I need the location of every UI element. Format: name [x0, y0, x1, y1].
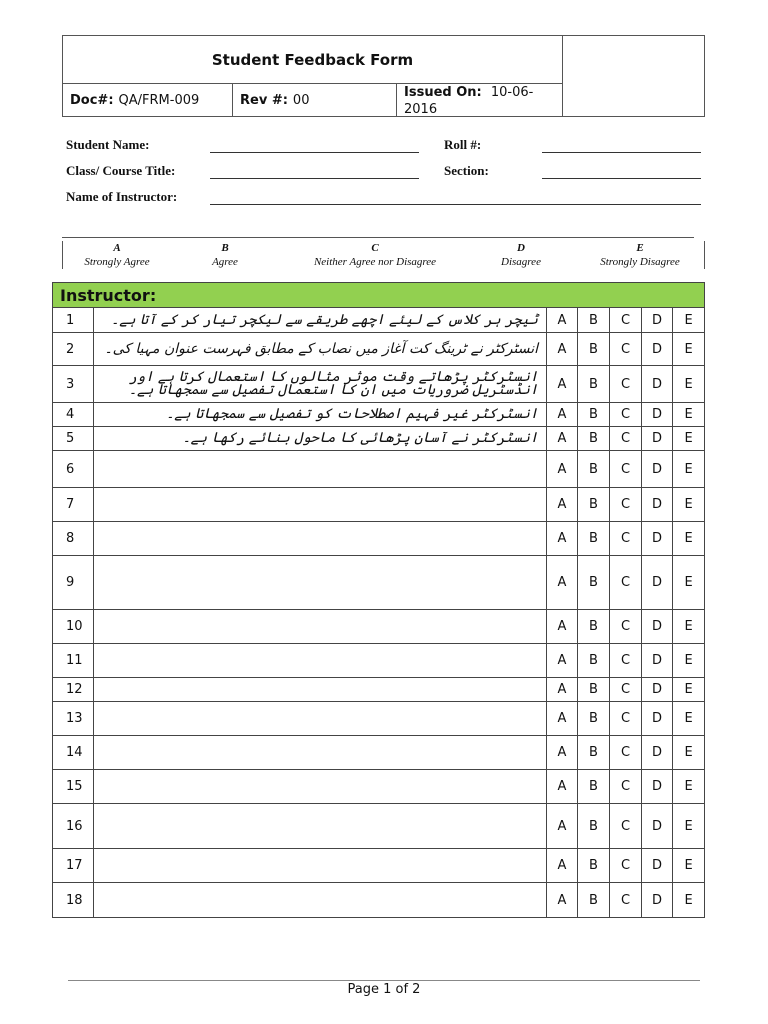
option-c[interactable]: C: [610, 488, 642, 522]
option-b[interactable]: B: [578, 610, 610, 644]
option-d[interactable]: D: [642, 333, 673, 366]
option-d[interactable]: D: [642, 736, 673, 770]
option-c[interactable]: C: [610, 308, 642, 333]
statement-text: انسٹرکٹر غیر فہیم اصطلاحات کو تفصیل سے سمجھاتا ہے۔: [94, 403, 547, 427]
option-a[interactable]: A: [547, 488, 578, 522]
option-a[interactable]: A: [547, 804, 578, 849]
row-number: 2: [53, 333, 94, 366]
option-d[interactable]: D: [642, 883, 673, 918]
statement-text: [94, 451, 547, 488]
option-c[interactable]: C: [610, 556, 642, 610]
issued-label: Issued On:: [404, 85, 482, 100]
feedback-table: [52, 282, 705, 918]
option-c[interactable]: C: [610, 522, 642, 556]
option-e[interactable]: E: [673, 333, 705, 366]
option-c[interactable]: C: [610, 804, 642, 849]
table-row: [53, 333, 705, 366]
option-b[interactable]: B: [578, 488, 610, 522]
table-row: [53, 556, 705, 610]
option-b[interactable]: B: [578, 451, 610, 488]
option-c[interactable]: C: [610, 403, 642, 427]
option-d[interactable]: D: [642, 804, 673, 849]
option-c[interactable]: C: [610, 883, 642, 918]
scale-a: [62, 241, 172, 269]
roll-number-field[interactable]: [542, 152, 701, 153]
doc-number-value: QA/FRM-009: [118, 92, 200, 108]
option-a[interactable]: A: [547, 736, 578, 770]
row-number: 3: [53, 366, 94, 403]
row-number: 7: [53, 488, 94, 522]
option-b[interactable]: B: [578, 804, 610, 849]
option-a[interactable]: A: [547, 333, 578, 366]
statement-text: [94, 883, 547, 918]
statement-text: ٹیچر ہر کلاس کے لیئے اچھے طریقے سے لیکچر تیار کر کے آتا ہے۔: [94, 308, 547, 333]
scale-a-text: Strongly Agree: [84, 256, 150, 268]
option-e[interactable]: E: [673, 366, 705, 403]
option-b[interactable]: B: [578, 736, 610, 770]
logo-area: [563, 36, 704, 116]
row-number: 4: [53, 403, 94, 427]
option-d[interactable]: D: [642, 610, 673, 644]
statement-text: انسٹرکٹر نے ٹرینگ کت آغاز میں نصاب کے مطابق فہرست عنوان مہیا کی۔: [94, 333, 547, 366]
option-b[interactable]: B: [578, 556, 610, 610]
page-number: Page 1 of 2: [347, 982, 421, 997]
row-number: 5: [53, 427, 94, 451]
option-a[interactable]: A: [547, 678, 578, 702]
option-b[interactable]: B: [578, 522, 610, 556]
option-a[interactable]: A: [547, 451, 578, 488]
scale-d-text: Disagree: [501, 256, 541, 268]
statement-text: [94, 644, 547, 678]
scale-d-key: D: [517, 242, 525, 254]
table-row: [53, 644, 705, 678]
option-c[interactable]: C: [610, 849, 642, 883]
statement-text: انسٹرکٹر نے آسان پڑھائی کا ماحول بنائے رکھا ہے۔: [94, 427, 547, 451]
option-e[interactable]: E: [673, 883, 705, 918]
option-e[interactable]: E: [673, 702, 705, 736]
revision-value: 00: [292, 92, 310, 108]
statement-text: [94, 556, 547, 610]
option-a[interactable]: A: [547, 702, 578, 736]
option-b[interactable]: B: [578, 333, 610, 366]
scale-b-key: B: [221, 242, 229, 254]
option-e[interactable]: E: [673, 522, 705, 556]
table-row: [53, 522, 705, 556]
scale-d: [481, 241, 561, 269]
scale-c-key: C: [371, 242, 379, 254]
statement-text: [94, 702, 547, 736]
option-c[interactable]: C: [610, 366, 642, 403]
statement-text: [94, 678, 547, 702]
doc-number-label: Doc#:: [70, 92, 114, 108]
option-a[interactable]: A: [547, 522, 578, 556]
doc-number-cell: [63, 84, 233, 116]
table-row: [53, 427, 705, 451]
class-course-field[interactable]: [210, 178, 419, 179]
student-name-field[interactable]: [210, 152, 419, 153]
option-d[interactable]: D: [642, 644, 673, 678]
option-d[interactable]: D: [642, 308, 673, 333]
option-c[interactable]: C: [610, 644, 642, 678]
row-number: 17: [53, 849, 94, 883]
option-a[interactable]: A: [547, 403, 578, 427]
instructor-name-field[interactable]: [210, 204, 701, 205]
section-field[interactable]: [542, 178, 701, 179]
option-b[interactable]: B: [578, 366, 610, 403]
statement-text: [94, 610, 547, 644]
statement-text: [94, 522, 547, 556]
option-b[interactable]: B: [578, 644, 610, 678]
statement-text: [94, 849, 547, 883]
table-row: [53, 308, 705, 333]
option-e[interactable]: E: [673, 427, 705, 451]
option-d[interactable]: D: [642, 366, 673, 403]
class-course-label: Class/ Course Title:: [66, 163, 176, 178]
option-a[interactable]: A: [547, 883, 578, 918]
section-heading-instructor: Instructor:: [53, 283, 705, 308]
row-number: 14: [53, 736, 94, 770]
option-e[interactable]: E: [673, 610, 705, 644]
roll-number-label: Roll #:: [444, 137, 482, 152]
option-d[interactable]: D: [642, 403, 673, 427]
option-e[interactable]: E: [673, 678, 705, 702]
statement-text: [94, 488, 547, 522]
statement-text: [94, 736, 547, 770]
option-b[interactable]: B: [578, 883, 610, 918]
form-header: [62, 35, 705, 117]
option-e[interactable]: E: [673, 308, 705, 333]
row-number: 8: [53, 522, 94, 556]
option-c[interactable]: C: [610, 678, 642, 702]
option-a[interactable]: A: [547, 556, 578, 610]
row-number: 13: [53, 702, 94, 736]
row-number: 12: [53, 678, 94, 702]
option-e[interactable]: E: [673, 770, 705, 804]
statement-text: [94, 770, 547, 804]
revision-label: Rev #:: [240, 92, 288, 108]
option-c[interactable]: C: [610, 770, 642, 804]
row-number: 1: [53, 308, 94, 333]
option-a[interactable]: A: [547, 366, 578, 403]
option-d[interactable]: D: [642, 522, 673, 556]
option-a[interactable]: A: [547, 644, 578, 678]
statement-text: [94, 804, 547, 849]
option-a[interactable]: A: [547, 427, 578, 451]
table-row: [53, 488, 705, 522]
option-b[interactable]: B: [578, 403, 610, 427]
option-e[interactable]: E: [673, 644, 705, 678]
option-a[interactable]: A: [547, 610, 578, 644]
table-row: [53, 403, 705, 427]
option-d[interactable]: D: [642, 427, 673, 451]
form-title: Student Feedback Form: [63, 36, 563, 84]
table-row: [53, 770, 705, 804]
issued-cell: [397, 82, 563, 116]
option-c[interactable]: C: [610, 610, 642, 644]
scale-e-text: Strongly Disagree: [600, 256, 680, 268]
scale-tick-right: [704, 241, 705, 269]
option-e[interactable]: E: [673, 736, 705, 770]
table-row: [53, 736, 705, 770]
scale-c-text: Neither Agree nor Disagree: [313, 256, 437, 268]
row-number: 15: [53, 770, 94, 804]
revision-cell: [233, 84, 397, 116]
option-e[interactable]: E: [673, 488, 705, 522]
option-d[interactable]: D: [642, 702, 673, 736]
option-c[interactable]: C: [610, 333, 642, 366]
option-c[interactable]: C: [610, 427, 642, 451]
table-row: [53, 678, 705, 702]
scale-e: [580, 241, 700, 269]
option-e[interactable]: E: [673, 403, 705, 427]
option-c[interactable]: C: [610, 451, 642, 488]
option-e[interactable]: E: [673, 451, 705, 488]
option-d[interactable]: D: [642, 678, 673, 702]
table-row: [53, 610, 705, 644]
scale-a-key: A: [113, 242, 121, 254]
option-b[interactable]: B: [578, 308, 610, 333]
student-name-label: Student Name:: [66, 137, 150, 152]
scale-b-text: Agree: [212, 256, 238, 268]
option-a[interactable]: A: [547, 308, 578, 333]
option-c[interactable]: C: [610, 736, 642, 770]
row-number: 9: [53, 556, 94, 610]
table-row: [53, 883, 705, 918]
option-c[interactable]: C: [610, 702, 642, 736]
row-number: 11: [53, 644, 94, 678]
scale-c: [290, 241, 460, 269]
option-d[interactable]: D: [642, 556, 673, 610]
row-number: 16: [53, 804, 94, 849]
scale-divider: [62, 237, 694, 238]
option-d[interactable]: D: [642, 849, 673, 883]
issued-value: 10-06-2016: [404, 85, 534, 117]
option-a[interactable]: A: [547, 849, 578, 883]
statement-text: انسٹرکٹر پڑھاتے وقت موثر مثالوں کا استعمال کرتا ہے اور انڈسٹریل ضروریات میں ان کا استعمال تفصیل سے سمجھاتا ہے۔: [94, 366, 547, 403]
scale-b: [185, 241, 265, 269]
instructor-name-label: Name of Instructor:: [66, 189, 178, 204]
table-row: [53, 702, 705, 736]
row-number: 18: [53, 883, 94, 918]
option-b[interactable]: B: [578, 678, 610, 702]
option-b[interactable]: B: [578, 427, 610, 451]
section-label: Section:: [444, 163, 489, 178]
option-e[interactable]: E: [673, 556, 705, 610]
option-d[interactable]: D: [642, 770, 673, 804]
row-number: 10: [53, 610, 94, 644]
table-row: [53, 804, 705, 849]
table-row: [53, 451, 705, 488]
table-row: [53, 366, 705, 403]
option-a[interactable]: A: [547, 770, 578, 804]
option-d[interactable]: D: [642, 451, 673, 488]
table-row: [53, 849, 705, 883]
option-e[interactable]: E: [673, 804, 705, 849]
row-number: 6: [53, 451, 94, 488]
option-d[interactable]: D: [642, 488, 673, 522]
option-b[interactable]: B: [578, 770, 610, 804]
option-b[interactable]: B: [578, 849, 610, 883]
option-e[interactable]: E: [673, 849, 705, 883]
scale-e-key: E: [636, 242, 644, 254]
option-b[interactable]: B: [578, 702, 610, 736]
footer-divider: [68, 980, 700, 981]
